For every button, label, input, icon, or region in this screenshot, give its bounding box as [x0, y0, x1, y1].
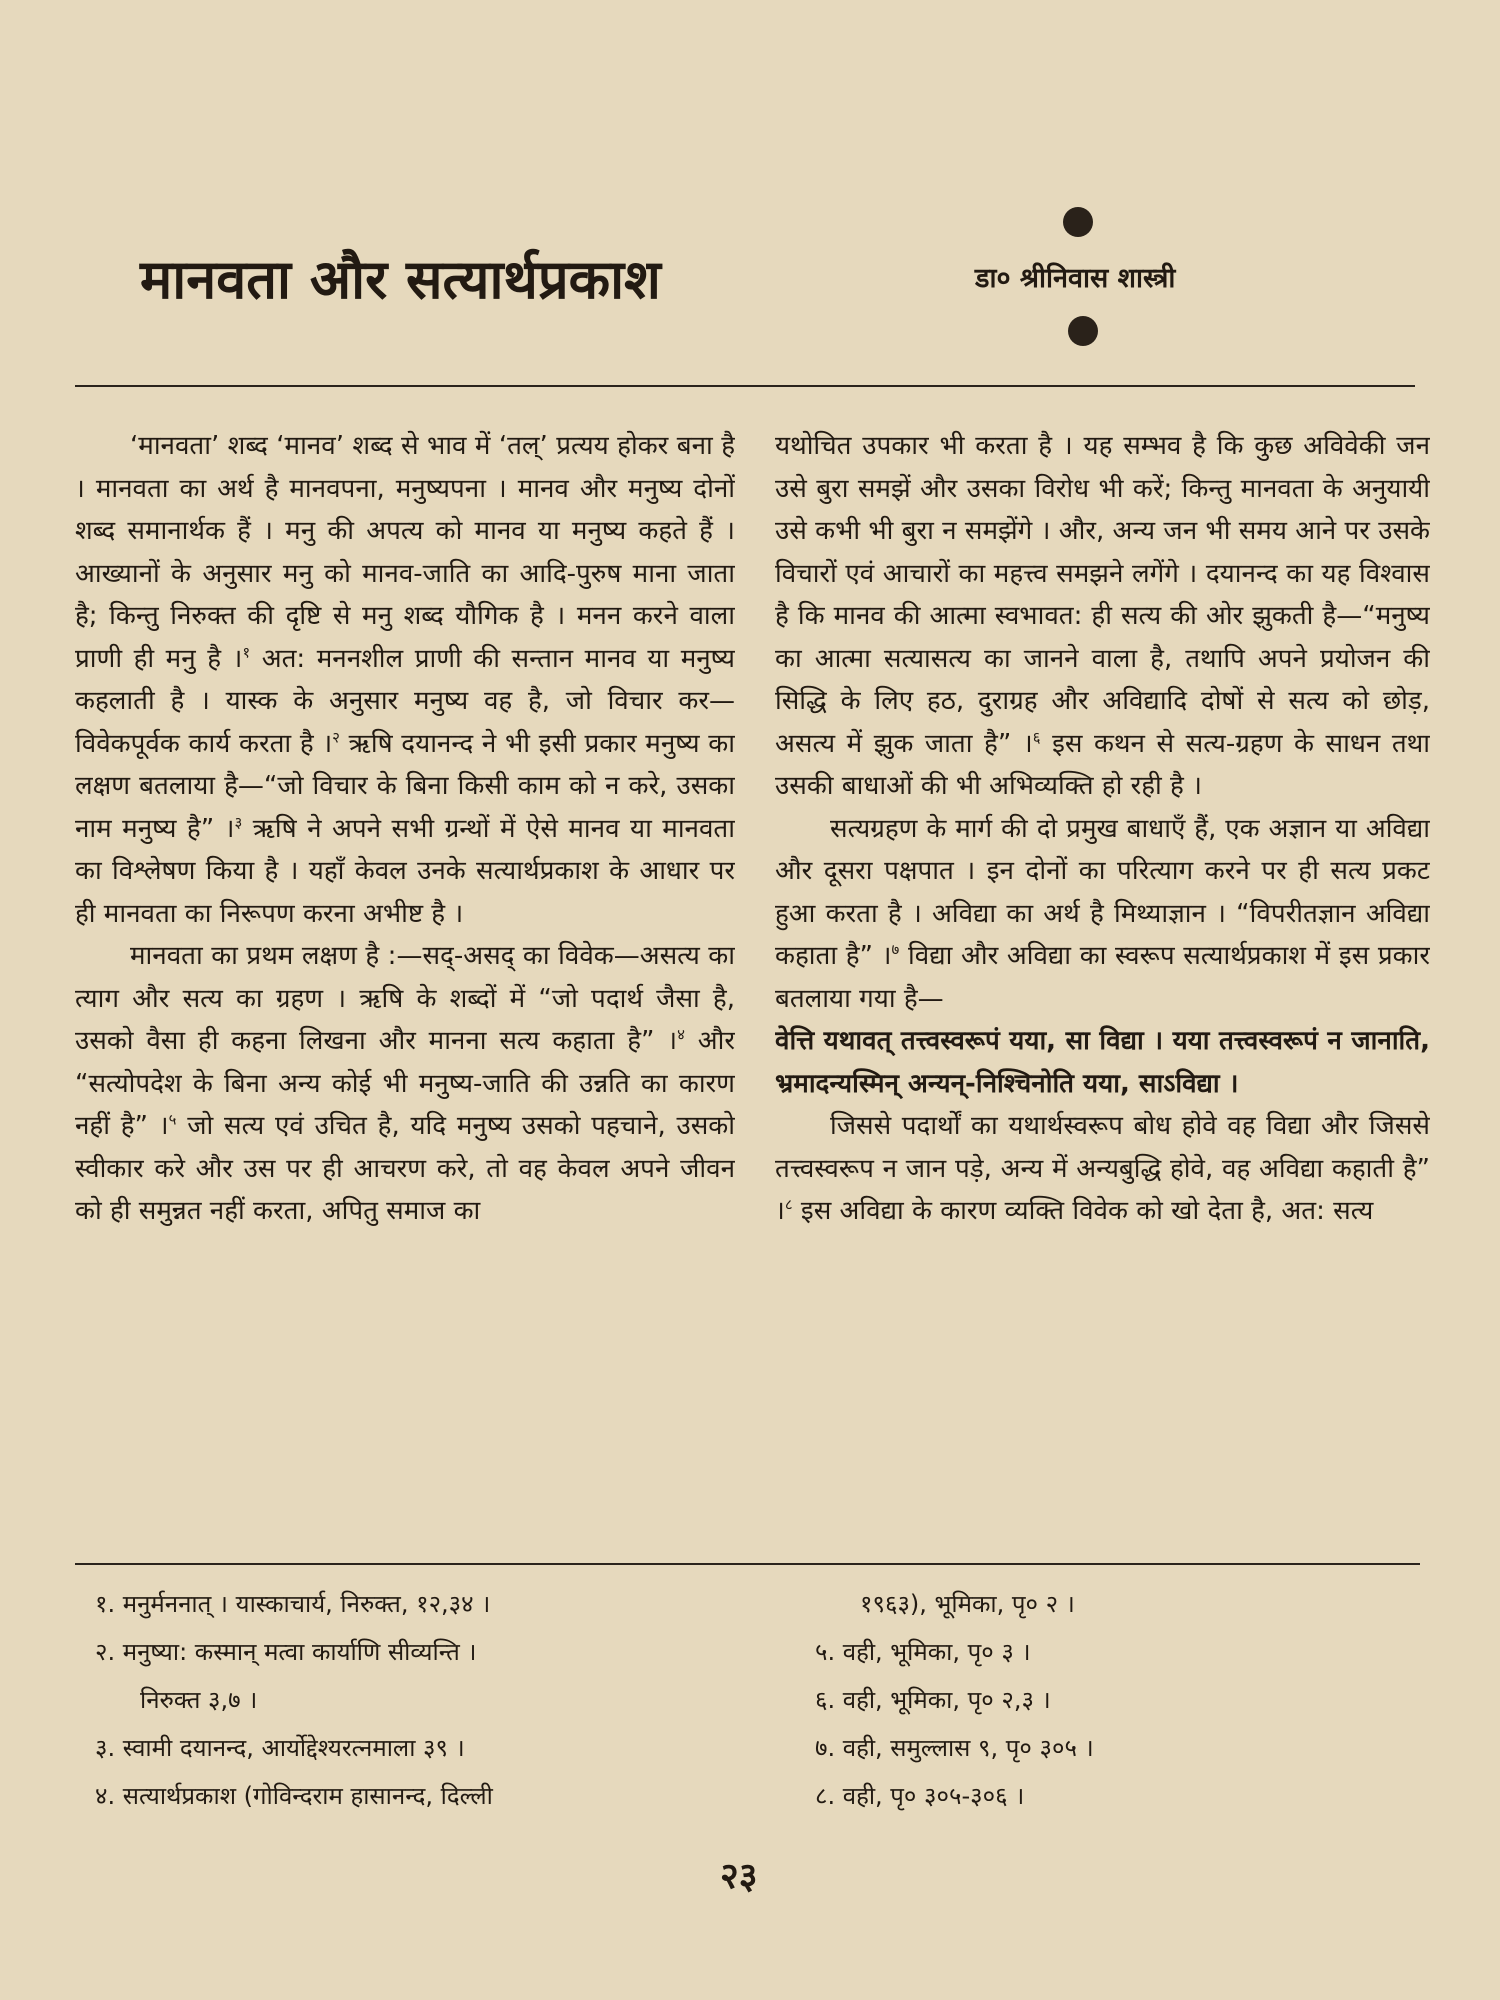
- footnote: ७. वही, समुल्लास ९, पृ० ३०५ ।: [815, 1734, 1094, 1762]
- text-run: इस अविद्या के कारण व्यक्ति विवेक को खो देता है, अत: सत्य: [792, 1196, 1374, 1226]
- footnote-mark: ८: [784, 1195, 793, 1214]
- footnote: ३. स्वामी दयानन्द, आर्योद्देश्यरत्नमाला ३९ ।: [95, 1734, 465, 1762]
- text-run: यथोचित उपकार भी करता है । यह सम्भव है कि कुछ अविवेकी जन उसे बुरा समझें और उसका विरोध भी करें; किन्तु मानवता के अनुयायी उसे कभी भी बुरा न समझेंगे । और, अन्य जन भी समय आने पर उसके विचारों एवं आचारों का महत्त्व समझने लगेंगे । दयानन्द का यह विश्वास है कि मानव की आत्मा स्वभावत: ही सत्य की ओर झुकती है—“मनुष्य का आत्मा सत्यासत्य का जानने वाला है, तथापि अपने प्रयोजन की सिद्धि के लिए हठ, दुराग्रह और अविद्यादि दोषों से सत्य को छोड़, असत्य में झुक जाता है” ।: [775, 431, 1430, 759]
- footnote-mark: १: [242, 642, 251, 661]
- text-run: अत: मननशील प्राणी की सन्तान मानव या मनुष्य कहलाती है । यास्क के अनुसार मनुष्य वह है, जो विचार कर—विवेकपूर्वक कार्य करता है ।: [75, 643, 735, 759]
- footnotes-right: [815, 1580, 1415, 1820]
- text-run: ऋषि ने अपने सभी ग्रन्थों में ऐसे मानव या मानवता का विश्लेषण किया है । यहाँ केवल उनके सत्यार्थप्रकाश के आधार पर ही मानवता का निरूपण करना अभीष्ट है ।: [75, 813, 735, 929]
- page-number: २३: [720, 1856, 758, 1897]
- footnote: ४. सत्यार्थप्रकाश (गोविन्दराम हासानन्द, दिल्ली: [95, 1782, 493, 1810]
- text-run: ऋषि दयानन्द ने भी इसी प्रकार मनुष्य का लक्षण बतलाया है—“जो विचार के बिना किसी काम को न करे, उसका नाम मनुष्य है” ।: [75, 728, 735, 844]
- text-run: और “सत्योपदेश के बिना अन्य कोई भी मनुष्य-जाति की उन्नति का कारण नहीं है” ।: [75, 1026, 735, 1141]
- footnote: २. मनुष्या: कस्मान् मत्वा कार्याणि सीव्यन्ति ।: [95, 1638, 477, 1666]
- footnote-continuation: निरुक्त ३,७ ।: [140, 1686, 258, 1714]
- article-title: मानवता और सत्यार्थप्रकाश: [140, 248, 661, 311]
- footnote-continuation: १९६३), भूमिका, पृ० २ ।: [860, 1590, 1075, 1618]
- text-run: मानवता का प्रथम लक्षण है :—सद्-असद् का विवेक—असत्य का त्याग और सत्य का ग्रहण । ऋषि के शब्दों में “जो पदार्थ जैसा है, उसको वैसा ही कहना लिखना और मानना सत्य कहाता है” ।: [75, 941, 735, 1056]
- text-run: विद्या और अविद्या का स्वरूप सत्यार्थप्रकाश में इस प्रकार बतलाया गया है—: [775, 941, 1430, 1014]
- text-run: सत्यग्रहण के मार्ग की दो प्रमुख बाधाएँ हैं, एक अज्ञान या अविद्या और दूसरा पक्षपात । इन दोनों का परित्याग करने पर ही सत्य प्रकट हुआ करता है । अविद्या का अर्थ है मिथ्याज्ञान । “विपरीतज्ञान अविद्या कहाता है” ।: [775, 813, 1430, 971]
- footnote: ६. वही, भूमिका, पृ० २,३ ।: [815, 1686, 1051, 1714]
- body-column-left: [75, 425, 735, 1550]
- footnote: ८. वही, पृ० ३०५-३०६ ।: [815, 1782, 1025, 1810]
- paragraph: [775, 1105, 1430, 1233]
- footnote-mark: ६: [1032, 727, 1041, 746]
- paragraph: [775, 808, 1430, 1021]
- footnote: ५. वही, भूमिका, पृ० ३ ।: [815, 1638, 1031, 1666]
- footnotes-left: [95, 1580, 735, 1820]
- paragraph: [775, 425, 1430, 808]
- paragraph: [75, 425, 735, 935]
- paragraph: [75, 935, 735, 1233]
- text-run: ‘मानवता’ शब्द ‘मानव’ शब्द से भाव में ‘तल्’ प्रत्यय होकर बना है । मानवता का अर्थ है मानवपना, मनुष्यपना । मानव और मनुष्य दोनों शब्द समानार्थक हैं । मनु की अपत्य को मानव या मनुष्य कहते हैं । आख्यानों के अनुसार मनु को मानव-जाति का आदि-पुरुष माना जाता है; किन्तु निरुक्त की दृष्टि से मनु शब्द यौगिक है । मनन करने वाला प्राणी ही मनु है ।: [75, 431, 735, 674]
- text-run: इस कथन से सत्य-ग्रहण के साधन तथा उसकी बाधाओं की भी अभिव्यक्ति हो रही है ।: [775, 728, 1430, 801]
- author-name: डा० श्रीनिवास शास्त्री: [975, 263, 1176, 294]
- ornament-dot-top: [1063, 207, 1093, 237]
- footnote-mark: २: [332, 727, 340, 746]
- footnote-divider: [75, 1563, 1420, 1565]
- sanskrit-quote: वेत्ति यथावत् तत्त्वस्वरूपं यया, सा विद्या । यया तत्त्वस्वरूपं न जानाति, भ्रमादन्यस्मिन् अन्यन्-निश्चिनोति यया, साऽविद्या ।: [775, 1026, 1430, 1099]
- body-column-right: [775, 425, 1430, 1550]
- footnote: १. मनुर्मननात् । यास्काचार्य, निरुक्त, १२,३४ ।: [95, 1590, 491, 1618]
- footnote-mark: ४: [677, 1025, 685, 1044]
- footnote-mark: ५: [168, 1110, 177, 1129]
- text-run: जो सत्य एवं उचित है, यदि मनुष्य उसको पहचाने, उसको स्वीकार करे और उस पर ही आचरण करे, तो वह केवल अपने जीवन को ही समुन्नत नहीं करता, अपितु समाज का: [75, 1111, 735, 1226]
- ornament-dot-bottom: [1068, 316, 1098, 346]
- text-run: जिससे पदार्थों का यथार्थस्वरूप बोध होवे वह विद्या और जिससे तत्त्वस्वरूप न जान पड़े, अन्य में अन्यबुद्धि होवे, वह अविद्या कहाती है” ।: [775, 1111, 1430, 1226]
- header-divider: [75, 385, 1415, 387]
- footnote-mark: ७: [891, 940, 900, 959]
- footnote-mark: ३: [234, 812, 243, 831]
